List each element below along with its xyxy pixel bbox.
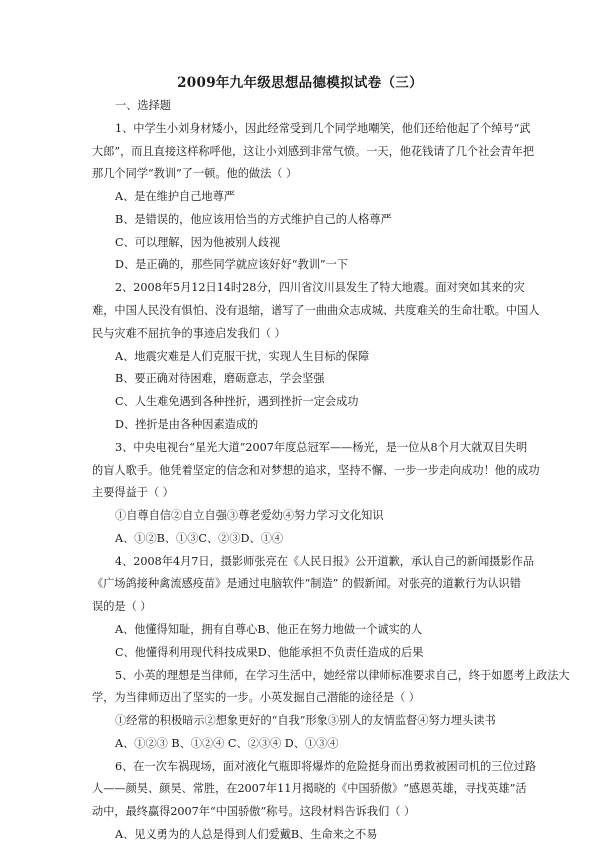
question-2-text: 民与灾难不屈抗争的事迹启发我们（ ） (92, 327, 286, 340)
question-1-text: 1、中学生小刘身材矮小，因此经常受到几个同学地嘲笑，他们还给他起了个绰号“武 (115, 122, 531, 135)
question-3-text: 的盲人歌手。他凭着坚定的信念和对梦想的追求，坚持不懈、一步一步走向成功！他的成功 (92, 464, 540, 477)
question-2-option-c: C、人生难免遇到各种挫折，遇到挫折一定会成功 (115, 395, 359, 408)
question-4-options-cd: C、他懂得利用现代科技成果D、他能承担不负责任造成的后果 (115, 646, 424, 659)
question-3-options: A、①②B、①③C、②③D、①④ (115, 532, 284, 545)
question-1-text: 大郎”，而且直接这样称呼他，这让小刘感到非常气愤。一天，他花钱请了几个社会青年把 (92, 145, 535, 158)
question-6-options-ab: A、见义勇为的人总是得到人们爱戴B、生命来之不易 (115, 828, 378, 841)
question-1-text: 那几个同学“教训”了一顿。他的做法（ ） (92, 167, 298, 180)
page-title: 2009年九年级思想品德模拟试卷（三） (177, 75, 423, 91)
question-2-option-b: B、要正确对待困难，磨砺意志，学会坚强 (115, 372, 325, 385)
question-4-text: 4、2008年4月7日，摄影师张亮在《人民日报》公开道歉，承认自己的新闻摄影作品 (115, 555, 535, 568)
question-1-option-b: B、是错误的，他应该用恰当的方式维护自己的人格尊严 (115, 213, 392, 226)
question-5-text: 5、小英的理想是当律师，在学习生活中，她经常以律师标准要求自己，终于如愿考上政法大 (115, 669, 570, 682)
question-5-options: A、①②③ B、①②④ C、②③④ D、①③④ (115, 737, 339, 750)
question-4-options-ab: A、他懂得知耻，拥有自尊心B、他正在努力地做一个诚实的人 (115, 623, 423, 636)
question-5-statements: ①经常的积极暗示②想象更好的“自我”形象③别人的友情监督④努力埋头读书 (115, 714, 496, 727)
question-3-text: 主要得益于（ ） (92, 486, 174, 499)
question-3-text: 3、中央电视台“星光大道”2007年度总冠军——杨光，是一位从8个月大就双目失明 (115, 441, 528, 454)
question-4-text: 误的是（ ） (92, 600, 152, 613)
question-3-statements: ①自尊自信②自立自强③尊老爱幼④努力学习文化知识 (115, 509, 384, 522)
question-4-text: 《广场鸽接种禽流感疫苗》是通过电脑软件“制造” 的假新闻。对张亮的道歉行为认识错 (92, 577, 521, 590)
question-1-option-c: C、可以理解，因为他被别人歧视 (115, 236, 281, 249)
question-6-text: 6、在一次车祸现场，面对液化气瓶即将爆炸的危险挺身而出勇救被困司机的三位过路 (115, 760, 537, 773)
question-1-option-d: D、是正确的，那些同学就应该好好“教训”一下 (115, 258, 348, 271)
question-2-option-d: D、挫折是由各种因素造成的 (115, 418, 259, 431)
section-heading: 一、选择题 (115, 99, 171, 112)
question-2-text: 2、2008年5月12日14时28分，四川省汶川县发生了特大地震。面对突如其来的灾 (115, 281, 525, 294)
question-1-option-a: A、是在维护自己地尊严 (115, 190, 235, 203)
question-2-option-a: A、地震灾难是人们克服干扰，实现人生目标的保障 (115, 350, 370, 363)
question-2-text: 难，中国人民没有惧怕、没有退缩，谱写了一曲曲众志成城、共度难关的生命壮歌。中国人 (92, 304, 540, 317)
question-6-text: 人——颜昊、颜昊、常胜，在2007年11月揭晓的《中国骄傲》“感恩英雄，寻找英雄”活 (92, 782, 527, 795)
question-5-text: 学，为当律师迈出了坚实的一步。小英发掘自己潜能的途径是（ ） (92, 691, 420, 704)
question-6-text: 动中，最终赢得2007年“中国骄傲”称号。这段材料告诉我们（ ） (92, 805, 416, 818)
